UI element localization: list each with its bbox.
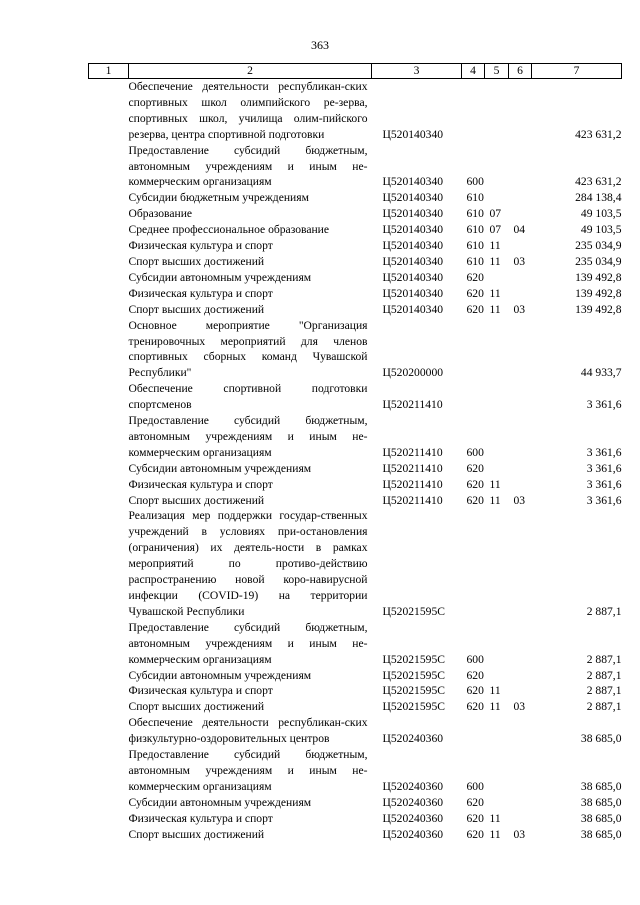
row-amount: 3 361,6 [586,493,622,507]
row-code: Ц520140340 [382,239,444,253]
row-blank-cell [89,699,129,715]
row-amount: 284 138,4 [575,191,622,205]
row-code: Ц520140340 [382,270,444,284]
row-col-6 [509,795,532,811]
row-blank-cell [89,715,129,747]
row-col-6: 03 [513,493,526,507]
table-row [89,222,622,238]
row-col-4: 620 [466,493,484,507]
row-col-5: 11 [489,239,501,253]
row-blank-cell [89,190,129,206]
row-col-4: 610 [466,207,484,221]
page-number: 363 [311,38,329,52]
row-col-6 [509,381,532,413]
row-code: Ц520211410 [382,461,443,475]
table-row [89,620,622,668]
row-code: Ц520211410 [382,398,443,412]
row-name: Физическая культура и спорт [128,477,273,491]
table-row [89,270,622,286]
row-amount: 44 933,7 [580,366,622,380]
table-row [89,79,622,143]
row-blank-cell [89,381,129,413]
row-code: Ц52021595С [382,684,445,698]
table-row [89,493,622,509]
row-amount: 38 685,0 [580,795,622,809]
row-blank-cell [89,620,129,668]
row-col-4: 620 [466,795,484,809]
row-amount: 423 631,2 [575,175,622,189]
table-row [89,715,622,747]
row-code: Ц520140340 [382,302,444,316]
row-code: Ц520240360 [382,779,444,793]
row-col-6 [509,668,532,684]
table-row [89,206,622,222]
budget-table [88,63,622,843]
row-col-6 [509,413,532,461]
row-blank-cell [89,477,129,493]
table-row [89,477,622,493]
row-amount: 3 361,6 [586,445,622,459]
header-col-1: 1 [89,64,129,79]
row-blank-cell [89,747,129,795]
row-col-4: 620 [466,286,484,300]
row-col-5 [485,79,509,143]
row-col-4: 620 [466,668,484,682]
row-col-5: 11 [489,302,501,316]
row-code: Ц520140340 [382,254,444,268]
header-col-6: 6 [509,64,532,79]
table-row [89,143,622,191]
row-blank-cell [89,493,129,509]
row-col-5 [485,413,509,461]
row-amount: 2 887,1 [586,652,622,666]
row-col-4: 600 [466,445,484,459]
row-name: Спорт высших достижений [128,254,265,268]
row-code: Ц520211410 [382,493,443,507]
table-row [89,381,622,413]
row-code: Ц52021595С [382,604,445,618]
row-blank-cell [89,302,129,318]
row-col-6 [509,206,532,222]
table-row [89,508,622,619]
row-name: Реализация мер поддержки государ-ственных учреждений в условиях при-остановления (ограничения) их деятель-ности в рамках мероприятий по противо-действию распространению новой коро-навирусной инфекции (COVID-19) на территории Чувашской Республики [128,509,368,618]
row-blank-cell [89,413,129,461]
header-col-3: 3 [372,64,462,79]
row-amount: 3 361,6 [586,477,622,491]
row-name: Обеспечение деятельности республикан-ских спортивных школ олимпийского ре-зерва, спортивных школ, училища олим-пийского резерва, центра спортивной подготовки [128,80,368,141]
row-amount: 49 103,5 [580,207,622,221]
table-row [89,286,622,302]
table-row [89,413,622,461]
row-blank-cell [89,79,129,143]
row-col-4 [462,715,485,747]
row-amount: 139 492,8 [575,302,622,316]
row-name: Физическая культура и спорт [128,684,273,698]
row-col-6 [509,683,532,699]
row-name: Субсидии автономным учреждениям [128,795,312,809]
row-name: Среднее профессиональное образование [128,223,330,237]
row-code: Ц520240360 [382,732,444,746]
row-code: Ц520211410 [382,445,443,459]
table-body [89,79,622,843]
header-col-4: 4 [462,64,485,79]
row-blank-cell [89,668,129,684]
header-col-7: 7 [532,64,622,79]
row-col-6 [509,79,532,143]
row-col-5 [485,715,509,747]
row-col-4 [462,79,485,143]
header-col-2: 2 [129,64,372,79]
row-col-6 [509,620,532,668]
row-name: Предоставление субсидий бюджетным, автономным учреждениям и иным не-коммерческим организациям [128,143,368,189]
row-col-6 [509,270,532,286]
row-col-6 [509,715,532,747]
row-amount: 3 361,6 [586,461,622,475]
table-row [89,190,622,206]
row-amount: 235 034,9 [575,254,622,268]
header-col-5: 5 [485,64,509,79]
row-name: Предоставление субсидий бюджетным, автономным учреждениям и иным не-коммерческим организациям [128,620,368,666]
row-col-5 [485,508,509,619]
table-row [89,461,622,477]
row-blank-cell [89,286,129,302]
row-col-4: 610 [466,223,484,237]
table-row [89,254,622,270]
table-row [89,318,622,382]
row-blank-cell [89,683,129,699]
row-blank-cell [89,270,129,286]
row-name: Обеспечение деятельности республикан-ских физкультурно-оздоровительных центров [128,716,368,746]
row-col-6 [509,477,532,493]
row-code: Ц520200000 [382,366,444,380]
row-col-6 [509,318,532,382]
row-col-5 [485,190,509,206]
row-code: Ц520211410 [382,477,443,491]
row-amount: 38 685,0 [580,779,622,793]
row-col-4: 620 [466,461,484,475]
row-col-4: 610 [466,254,484,268]
header-row [89,64,622,79]
row-col-5 [485,270,509,286]
table-row [89,302,622,318]
row-code: Ц520240360 [382,827,444,841]
row-code: Ц520140340 [382,207,444,221]
row-name: Спорт высших достижений [128,700,265,714]
row-col-5 [485,747,509,795]
row-col-6 [509,190,532,206]
row-name: Спорт высших достижений [128,302,265,316]
row-col-6: 03 [513,827,526,841]
row-col-4: 620 [466,302,484,316]
row-col-5: 11 [489,254,501,268]
row-col-5: 07 [489,223,502,237]
row-col-6 [509,508,532,619]
row-name: Физическая культура и спорт [128,811,273,825]
row-col-6 [509,461,532,477]
row-name: Физическая культура и спорт [128,286,273,300]
row-name: Обеспечение спортивной подготовки спортсменов [128,382,368,412]
row-col-4: 610 [466,191,484,205]
row-code: Ц520140340 [382,286,444,300]
row-code: Ц52021595С [382,652,445,666]
row-col-5: 11 [489,477,501,491]
row-col-4: 600 [466,175,484,189]
row-col-6: 04 [513,223,526,237]
row-col-5 [485,143,509,191]
row-blank-cell [89,318,129,382]
table-row [89,795,622,811]
row-blank-cell [89,508,129,619]
row-blank-cell [89,795,129,811]
row-col-4: 620 [466,811,484,825]
row-amount: 38 685,0 [580,827,622,841]
row-code: Ц52021595С [382,668,445,682]
row-col-6 [509,238,532,254]
row-amount: 2 887,1 [586,668,622,682]
table-row [89,747,622,795]
row-name: Физическая культура и спорт [128,239,273,253]
row-amount: 2 887,1 [586,684,622,698]
row-blank-cell [89,206,129,222]
row-code: Ц520140340 [382,191,444,205]
row-col-4: 610 [466,239,484,253]
row-col-5: 11 [489,286,501,300]
table-row [89,699,622,715]
row-col-5 [485,620,509,668]
row-col-6 [509,811,532,827]
row-col-5: 11 [489,700,501,714]
row-name: Субсидии автономным учреждениям [128,668,312,682]
row-amount: 49 103,5 [580,223,622,237]
row-code: Ц520240360 [382,795,444,809]
row-col-4: 600 [466,779,484,793]
row-blank-cell [89,827,129,843]
row-name: Предоставление субсидий бюджетным, автономным учреждениям и иным не-коммерческим организациям [128,414,368,459]
row-name: Образование [128,207,193,221]
row-col-5: 11 [489,827,501,841]
row-col-4 [462,508,485,619]
row-amount: 2 887,1 [586,700,622,714]
row-blank-cell [89,143,129,191]
row-col-5 [485,381,509,413]
row-blank-cell [89,222,129,238]
row-blank-cell [89,254,129,270]
row-col-5: 11 [489,811,501,825]
row-col-5: 11 [489,493,501,507]
table-row [89,668,622,684]
row-col-5 [485,461,509,477]
row-blank-cell [89,811,129,827]
row-col-6: 03 [513,700,526,714]
row-amount: 139 492,8 [575,270,622,284]
row-name: Предоставление субсидий бюджетным, автономным учреждениям и иным не-коммерческим организациям [128,748,368,793]
table-header [89,64,622,79]
table-row [89,827,622,843]
row-blank-cell [89,238,129,254]
row-code: Ц52021595С [382,700,445,714]
row-amount: 235 034,9 [575,239,622,253]
row-col-6 [509,747,532,795]
row-name: Субсидии автономным учреждениям [128,461,312,475]
row-col-5: 07 [489,207,502,221]
row-col-5 [485,668,509,684]
row-col-4: 620 [466,270,484,284]
row-col-4: 620 [466,700,484,714]
row-col-5 [485,318,509,382]
row-amount: 38 685,0 [580,732,622,746]
row-code: Ц520140340 [382,127,444,141]
row-amount: 3 361,6 [586,398,622,412]
row-code: Ц520140340 [382,175,444,189]
row-code: Ц520140340 [382,223,444,237]
table-row [89,811,622,827]
row-name: Субсидии автономным учреждениям [128,270,312,284]
row-col-4: 620 [466,477,484,491]
row-code: Ц520240360 [382,811,444,825]
row-col-6: 03 [513,302,526,316]
row-blank-cell [89,461,129,477]
row-col-4: 620 [466,827,484,841]
row-col-6 [509,286,532,302]
row-amount: 38 685,0 [580,811,622,825]
row-col-5: 11 [489,684,501,698]
row-name: Основное мероприятие "Организация тренировочных мероприятий для членов спортивных сборных команд Чувашской Республики" [128,318,368,380]
row-amount: 2 887,1 [586,604,622,618]
row-amount: 139 492,8 [575,286,622,300]
row-amount: 423 631,2 [575,127,622,141]
row-name: Субсидии бюджетным учреждениям [128,191,309,205]
table-row [89,683,622,699]
table-row [89,238,622,254]
row-col-6 [509,143,532,191]
row-col-4 [462,318,485,382]
row-name: Спорт высших достижений [128,827,265,841]
row-col-6: 03 [513,254,526,268]
row-name: Спорт высших достижений [128,493,265,507]
row-col-4 [462,381,485,413]
row-col-4: 600 [466,652,484,666]
row-col-5 [485,795,509,811]
row-col-4: 620 [466,684,484,698]
